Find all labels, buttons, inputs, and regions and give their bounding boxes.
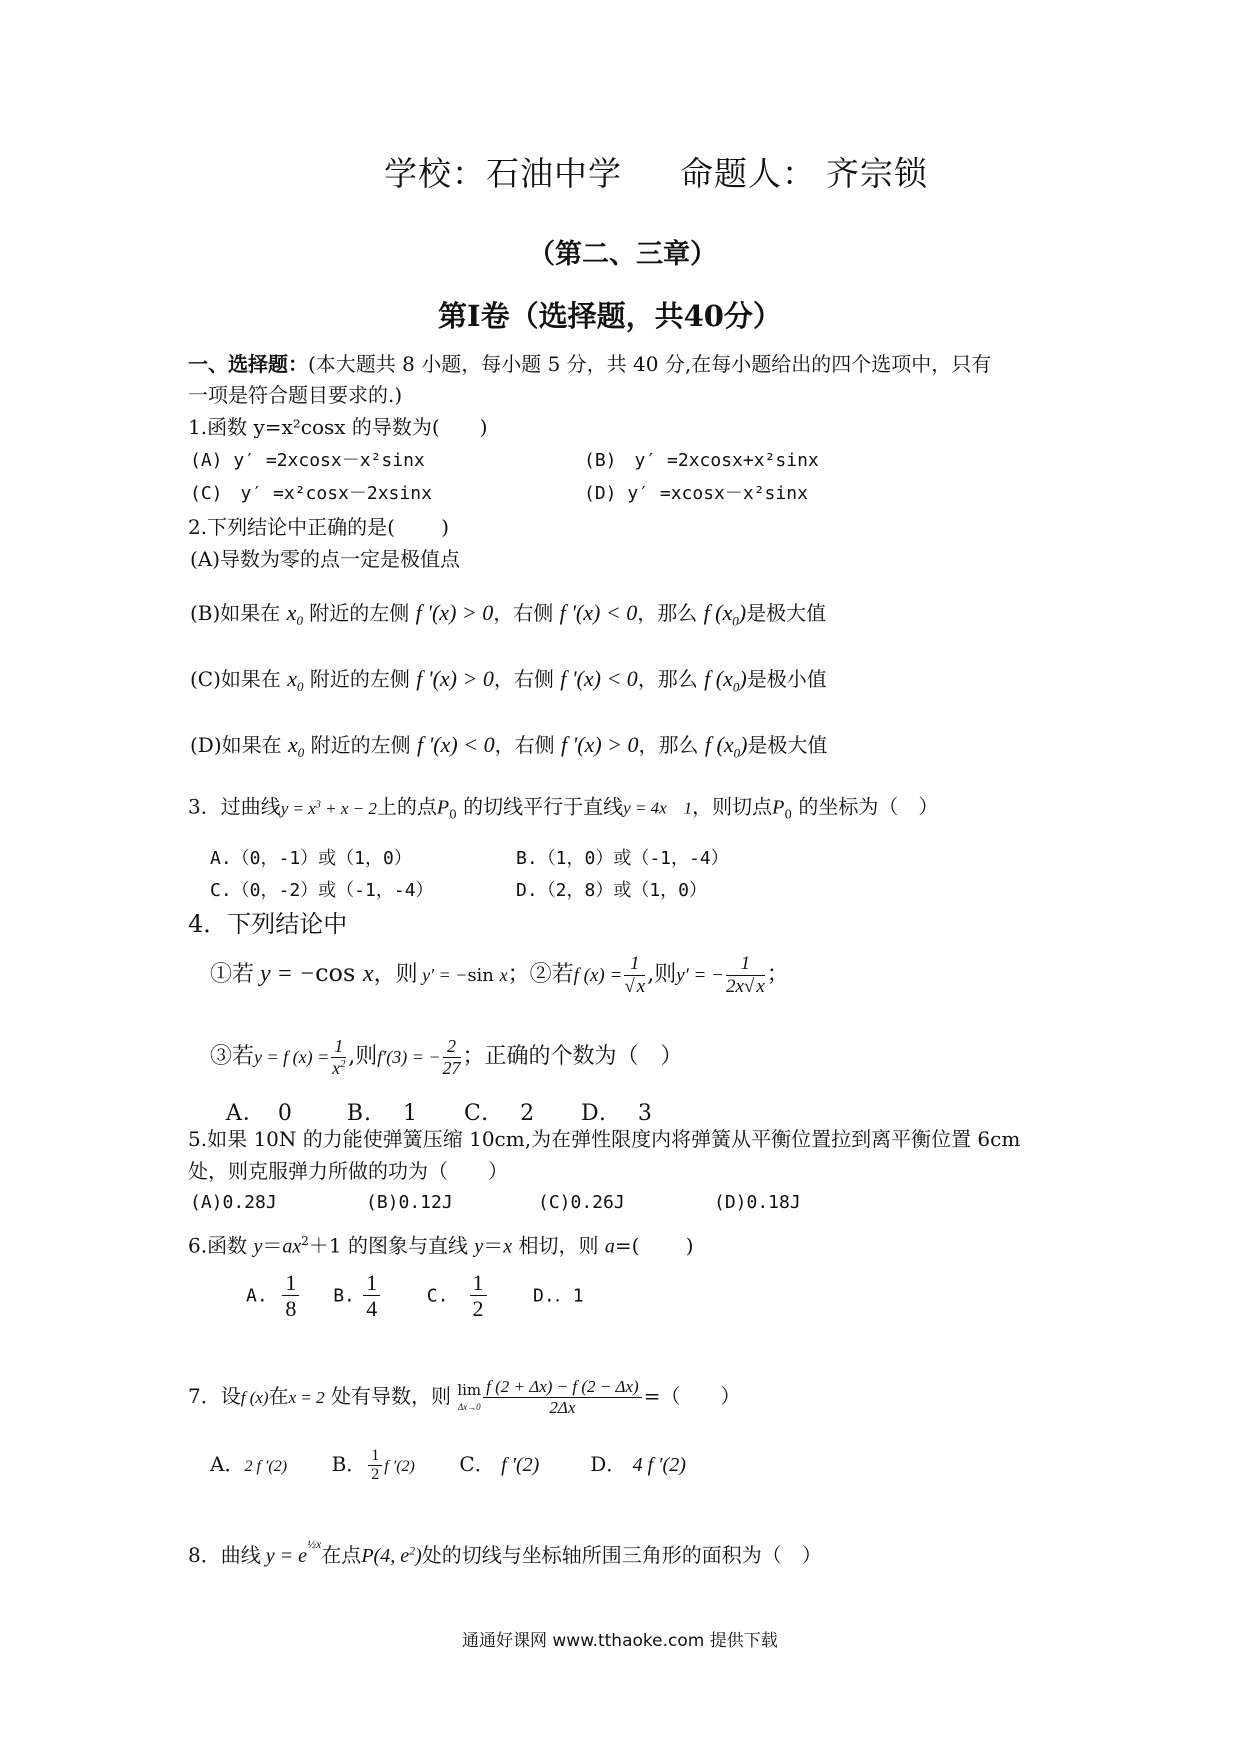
q2-option-a: (A)导数为零的点一定是极值点 [190,547,461,571]
q3-option-a: A.（0，-1）或（1，0） [210,848,412,869]
q3-option-d: D.（2，8）或（1，0） [516,880,708,901]
q3-stem: 3．过曲线$y = x^3 + x - 2$上的点$P_0$ 的切线平行于直线y = 4x 1，则切点$P_0$ 的坐标为（ ） [188,794,939,822]
q1-option-b: (B) y′ =2xcosx+x²sinx [584,450,819,471]
q6-options: A. $\frac{1}{8}$ B. $\frac{1}{4}$ C. $\frac{1}{2}$ D.．1 [246,1270,584,1322]
q1-option-c: (C) y′ =x²cosx－2xsinx [190,483,432,504]
q4-options: A． 0 B. 1 C. 2 D. 3 [226,1101,653,1126]
q5-line2: 处，则克服弹力所做的功为（ ） [188,1159,508,1183]
q2-option-d: (D)如果在 $x_0$ 附近的左侧 f '(x) < 0，右侧 f '(x) > 0，那么 f $(x_0)$是极大值 [190,732,828,761]
section-desc-line1: (本大题共 8 小题，每小题 5 分，共 40 分,在每小题给出的四个选项中，只有 [308,352,992,376]
q5-option-a: (A)0.28J [190,1192,277,1213]
q7-options: A．2 f ′(2) B． $\frac{1}{2}$ f ′(2) C． f ′(2) D． 4 f ′(2) [210,1446,686,1483]
q3-option-b: B.（1，0）或（-1，-4） [516,848,729,869]
q4-stem: 4．下列结论中 [188,910,348,938]
footer-note: 通通好课网 www.tthaoke.com 提供下载 [462,1631,778,1651]
q7-stem: 7．设f (x)在x = 2 处有导数，则 lim Δx→0 $\frac{f (2 + \Delta x) - f (2 - \Delta x)}{2\Delta x}$ =（ ） [188,1377,741,1417]
q4-item-3: ③若y = f (x) = $\frac{1}{x^2}$ ,则f′(3) = − $\frac{2}{27}$ ；正确的个数为（ ） [210,1035,683,1078]
q1-option-d: (D) y′ =xcosx－x²sinx [584,483,808,504]
chapter-label: （第二、三章） [528,239,717,270]
author-label: 命题人： [680,154,816,193]
q5-option-b: (B)0.12J [366,1192,453,1213]
q5-option-c: (C)0.26J [538,1192,625,1213]
q8-stem: 8．曲线 $y = e^{\frac{1}{2}x}$在点P(4, $e^2$)处的切线与坐标轴所围三角形的面积为（ ） [188,1537,822,1567]
q1-stem: 1.函数 y=x²cosx 的导数为( ) [188,415,488,439]
q5-line1: 5.如果 10N 的力能使弹簧压缩 10cm,为在弹性限度内将弹簧从平衡位置拉到离平衡位置 6cm [188,1127,1021,1151]
q1-option-a: (A) y′ =2xcosx－x²sinx [190,450,425,471]
q5-option-d: (D)0.18J [714,1192,801,1213]
section-desc-line2: 一项是符合题目要求的.) [188,383,403,407]
author-name: 齐宗锁 [826,154,928,193]
section-title: 一、选择题： [188,352,308,376]
school-label: 学校：石油中学 [384,154,622,193]
q2-option-c: (C)如果在 $x_0$ 附近的左侧 f '(x) > 0，右侧 f '(x) < 0，那么 f $(x_0)$是极小值 [190,666,827,695]
section-heading [188,349,991,379]
q6-stem: 6.函数 $y=ax^2+1$ 的图象与直线 y＝x 相切，则 a=( ) [188,1233,694,1258]
q2-option-b: (B)如果在 $x_0$ 附近的左侧 f '(x) > 0，右侧 f '(x) < 0，那么 f $(x_0)$是极大值 [190,600,827,629]
q2-stem: 2.下列结论中正确的是( ) [188,515,450,539]
q3-option-c: C.（0，-2）或（-1，-4） [210,880,434,901]
q4-items-1-2: ①若 y = −cos x，则 y′ = −sin x；②若f (x) = $\frac{1}{√ x}$ ,则y′ = − $\frac{1}{2x√ x}$ ； [210,952,789,997]
volume-title: 第Ⅰ卷（选择题，共40分） [438,299,782,333]
